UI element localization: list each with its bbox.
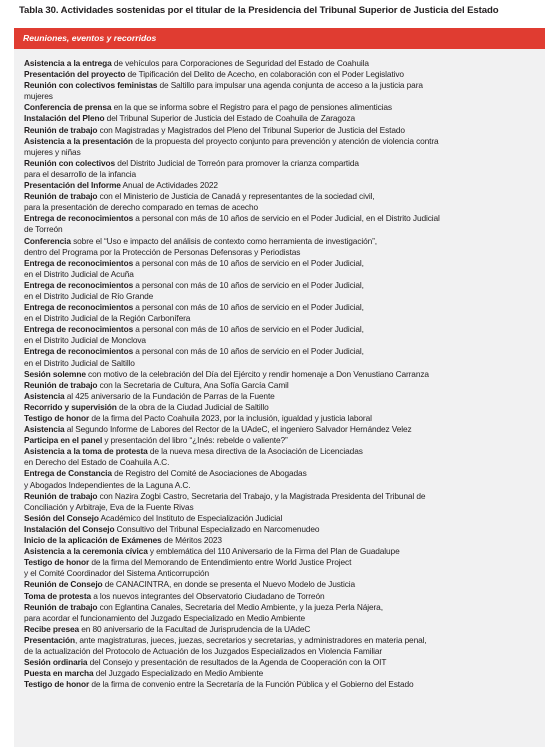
table-row xyxy=(24,502,541,513)
table-row xyxy=(24,579,541,590)
table-row xyxy=(24,646,541,657)
table-row xyxy=(24,69,541,80)
activity-detail: al 425 aniversario de la Fundación de Parras de la Fuente xyxy=(64,390,275,401)
activity-detail: de Saltillo para impulsar una agenda conjunta de acceso a la justicia para xyxy=(157,80,423,91)
activity-title: Entrega de reconocimientos xyxy=(24,324,134,335)
activity-detail: con motivo de la celebración del Día del Ejército y rendir homenaje a Don Venustiano Carranza xyxy=(85,368,429,379)
activity-title: Testigo de honor xyxy=(24,557,90,568)
activity-detail: a los nuevos integrantes del Observatorio Ciudadano de Torreón xyxy=(91,590,325,601)
table-row xyxy=(24,613,541,624)
activity-detail: y Abogados Independientes de la Laguna A.C. xyxy=(24,479,191,490)
table-row xyxy=(24,358,541,369)
activity-title: Reunión de trabajo xyxy=(24,490,98,501)
table-row xyxy=(24,324,541,335)
activity-title: Conferencia de prensa xyxy=(24,102,112,113)
table-row xyxy=(24,224,541,235)
activity-detail: en el Distrito Judicial de Saltillo xyxy=(24,357,135,368)
activity-detail: de Torreón xyxy=(24,224,63,235)
table-row xyxy=(24,424,541,435)
activity-detail: a personal con más de 10 años de servicio en el Poder Judicial, xyxy=(133,346,364,357)
activity-title: Asistencia a la entrega xyxy=(24,58,112,68)
activity-title: Entrega de reconocimientos xyxy=(24,257,134,268)
activity-detail: de la nueva mesa directiva de la Asociación de Licenciadas xyxy=(147,446,363,457)
activity-detail: Conciliación y Arbitraje, Eva de la Fuente Rivas xyxy=(24,501,194,512)
activity-title: Reunión con colectivos feministas xyxy=(24,80,158,91)
activity-title: Asistencia xyxy=(24,424,65,435)
activity-detail: en el Distrito Judicial de Monclova xyxy=(24,335,146,346)
activity-title: Sesión solemne xyxy=(24,368,86,379)
activity-detail: en el Distrito Judicial de Río Grande xyxy=(24,290,154,301)
activity-detail: para la presentación de derecho comparado en temas de acecho xyxy=(24,202,258,213)
activity-detail: del Tribunal Superior de Justicia del Estado de Coahuila de Zaragoza xyxy=(104,113,356,124)
activity-detail: de la propuesta del proyecto conjunto para prevención y atención de violencia contra xyxy=(132,135,439,146)
activity-title: Sesión ordinaria xyxy=(24,657,88,668)
activity-detail: con el Ministerio de Justicia de Canadá y representantes de la sociedad civil, xyxy=(97,191,375,202)
table-row xyxy=(24,147,541,158)
table-row xyxy=(24,679,541,690)
activity-title: Entrega de reconocimientos xyxy=(24,213,134,224)
activity-title: Recibe presea xyxy=(24,623,80,634)
activity-detail: del Distrito Judicial de Torreón para promover la crianza compartida xyxy=(115,157,359,168)
activity-detail: en el Distrito Judicial de la Región Carbonífera xyxy=(24,313,191,324)
activity-detail: a personal con más de 10 años de servicio en el Poder Judicial, xyxy=(133,279,364,290)
activity-detail: mujeres xyxy=(24,91,53,102)
activity-title: Reunión de Consejo xyxy=(24,579,103,590)
activity-detail: del Juzgado Especializado en Medio Ambiente xyxy=(93,668,264,679)
table-row xyxy=(24,668,541,679)
table-row xyxy=(24,513,541,524)
table-row xyxy=(24,58,541,69)
activity-title: Presentación del Informe xyxy=(24,180,121,191)
table-row xyxy=(24,258,541,269)
activity-detail: de la firma del Pacto Coahuila 2023, por la inclusión, igualdad y justicia laboral xyxy=(89,413,372,423)
table-row xyxy=(24,136,541,147)
table-row xyxy=(24,557,541,568)
activity-detail: de vehículos para Corporaciones de Seguridad del Estado de Coahuila xyxy=(111,58,369,68)
activity-detail: del Consejo y presentación de resultados de la Agenda de Cooperación con la OIT xyxy=(87,657,387,668)
activity-title: Entrega de reconocimientos xyxy=(24,346,134,357)
activity-detail: y emblemática del 110 Aniversario de la Firma del Plan de Guadalupe xyxy=(147,546,400,557)
table-row xyxy=(24,446,541,457)
activity-detail: con Nazira Zogbi Castro, Secretaria del Trabajo, y la Magistrada Presidenta del Tribunal de xyxy=(97,490,426,501)
activity-detail: dentro del Programa por la Protección de Personas Defensoras y Periodistas xyxy=(24,246,301,257)
table-row xyxy=(24,236,541,247)
table-row xyxy=(24,435,541,446)
table-row xyxy=(24,657,541,668)
activity-title: Asistencia a la toma de protesta xyxy=(24,446,148,457)
table-row xyxy=(24,457,541,468)
table-row xyxy=(24,313,541,324)
table-row xyxy=(24,602,541,613)
activity-detail: Anual de Actividades 2022 xyxy=(120,180,218,191)
activity-detail: en el Distrito Judicial de Acuña xyxy=(24,268,134,279)
activity-title: Reunión de trabajo xyxy=(24,124,98,135)
table-row xyxy=(24,158,541,169)
activity-detail: para el desarrollo de la infancia xyxy=(24,168,136,179)
activity-title: Toma de protesta xyxy=(24,590,92,601)
table-row xyxy=(24,302,541,313)
table-row xyxy=(24,102,541,113)
table-row xyxy=(24,391,541,402)
activity-detail: para acordar el funcionamiento del Juzgado Especializado en Medio Ambiente xyxy=(24,612,306,623)
activity-title: Instalación del Consejo xyxy=(24,523,115,534)
activity-title: Entrega de reconocimientos xyxy=(24,302,134,313)
table-row xyxy=(24,402,541,413)
activity-title: Instalación del Pleno xyxy=(24,113,105,124)
activity-title: Entrega de reconocimientos xyxy=(24,279,134,290)
table-row xyxy=(24,269,541,280)
activity-detail: de Registro del Comité de Asociaciones de Abogadas xyxy=(111,468,307,479)
table-row xyxy=(24,113,541,124)
activity-detail: al Segundo Informe de Labores del Rector de la UAdeC, el ingeniero Salvador Hernández Velez xyxy=(64,424,412,435)
activity-detail: con la Secretaria de Cultura, Ana Sofía García Camil xyxy=(97,379,289,390)
activity-title: Reunión de trabajo xyxy=(24,379,98,390)
activity-detail: en 80 aniversario de la Facultad de Jurisprudencia de la UAdeC xyxy=(79,623,311,634)
activity-detail: de la firma de convenio entre la Secretaría de la Función Pública y el Gobierno del Estado xyxy=(89,679,414,690)
activity-detail: en Derecho del Estado de Coahuila A.C. xyxy=(24,457,170,468)
activity-detail: sobre el “Uso e impacto del análisis de contexto como herramienta de investigación”, xyxy=(70,235,378,246)
table-row xyxy=(24,346,541,357)
activity-detail: Consultivo del Tribunal Especializado en Narcomenudeo xyxy=(114,523,320,534)
activity-detail: de la actualización del Protocolo de Actuación de los Juzgados Especializados en Violencia Familiar xyxy=(24,645,383,656)
table-row xyxy=(24,91,541,102)
table-header: Reuniones, eventos y recorridos xyxy=(14,28,545,49)
activity-detail: de CANACINTRA, en donde se presenta el Nuevo Modelo de Justicia xyxy=(102,579,356,590)
table-row xyxy=(24,568,541,579)
activity-detail: y presentación del libro “¿Inés: rebelde o valiente?” xyxy=(102,435,288,446)
activity-detail: de la obra de la Ciudad Judicial de Saltillo xyxy=(116,401,269,412)
table-row xyxy=(24,291,541,302)
activities-table xyxy=(14,28,545,747)
table-row xyxy=(24,380,541,391)
activity-title: Testigo de honor xyxy=(24,413,90,423)
table-row xyxy=(24,413,541,424)
table-row xyxy=(24,202,541,213)
activity-detail: , ante magistraturas, jueces, juezas, secretarios y secretarias, y administradores en materia penal, xyxy=(74,634,427,645)
table-row xyxy=(24,624,541,635)
activity-title: Asistencia xyxy=(24,390,65,401)
table-caption: Tabla 30. Actividades sostenidas por el titular de la Presidencia del Tribunal Superior de Justicia del Estado xyxy=(19,5,499,16)
table-row xyxy=(24,524,541,535)
activity-detail: a personal con más de 10 años de servicio en el Poder Judicial, xyxy=(133,302,364,313)
table-row xyxy=(24,169,541,180)
activity-title: Reunión de trabajo xyxy=(24,601,98,612)
activity-title: Recorrido y supervisión xyxy=(24,401,117,412)
activity-title: Participa en el panel xyxy=(24,435,103,446)
activity-title: Entrega de Constancia xyxy=(24,468,112,479)
table-row xyxy=(24,180,541,191)
activity-detail: en la que se informa sobre el Registro para el pago de pensiones alimenticias xyxy=(111,102,392,113)
activity-detail: a personal con más de 10 años de servicio en el Poder Judicial, xyxy=(133,257,364,268)
activity-title: Asistencia a la presentación xyxy=(24,135,133,146)
activity-title: Reunión con colectivos xyxy=(24,157,116,168)
activity-detail: de Méritos 2023 xyxy=(161,535,222,546)
table-row xyxy=(24,335,541,346)
activity-detail: y el Comité Coordinador del Sistema Anticorrupción xyxy=(24,568,210,579)
activity-title: Conferencia xyxy=(24,235,71,246)
table-row xyxy=(24,480,541,491)
activity-detail: Académico del Instituto de Especialización Judicial xyxy=(98,512,283,523)
activity-detail: con Eglantina Canales, Secretaria del Medio Ambiente, y la jueza Perla Nájera, xyxy=(97,601,383,612)
table-row xyxy=(24,125,541,136)
table-row xyxy=(24,546,541,557)
table-row xyxy=(24,191,541,202)
activity-title: Puesta en marcha xyxy=(24,668,94,679)
table-row xyxy=(24,491,541,502)
table-row xyxy=(24,468,541,479)
activity-detail: de la firma del Memorando de Entendimiento entre World Justice Project xyxy=(89,557,352,568)
table-row xyxy=(24,80,541,91)
activity-title: Sesión del Consejo xyxy=(24,512,99,523)
activity-title: Presentación xyxy=(24,634,75,645)
activity-title: Reunión de trabajo xyxy=(24,191,98,202)
activity-detail: de Tipificación del Delito de Acecho, en colaboración con el Poder Legislativo xyxy=(125,69,404,80)
table-row xyxy=(24,213,541,224)
activity-title: Inicio de la aplicación de Exámenes xyxy=(24,535,162,546)
table-row xyxy=(24,247,541,258)
table-row xyxy=(24,280,541,291)
table-body xyxy=(14,49,545,690)
activity-detail: a personal con más de 10 años de servicio en el Poder Judicial, xyxy=(133,324,364,335)
activity-title: Asistencia a la ceremonia cívica xyxy=(24,546,148,557)
activity-detail: mujeres y niñas xyxy=(24,146,81,157)
table-row xyxy=(24,535,541,546)
table-row xyxy=(24,369,541,380)
activity-detail: a personal con más de 10 años de servicio en el Poder Judicial, en el Distrito Judicial xyxy=(133,213,440,224)
activity-title: Presentación del proyecto xyxy=(24,69,126,80)
table-row xyxy=(24,635,541,646)
activity-title: Testigo de honor xyxy=(24,679,90,690)
activity-detail: con Magistradas y Magistrados del Pleno del Tribunal Superior de Justicia del Estado xyxy=(97,124,405,135)
table-row xyxy=(24,591,541,602)
